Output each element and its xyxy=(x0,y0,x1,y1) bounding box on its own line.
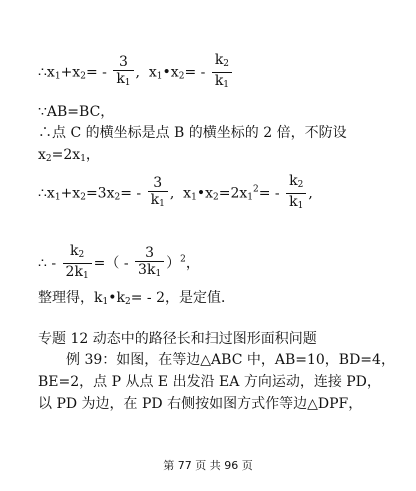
text-line-x2-equals-2x1: $x_2=2x_1$， xyxy=(38,147,100,164)
text-line-c-b-relation: ∴点 C 的横坐标是点 B 的横坐标的 2 倍，不防设 xyxy=(38,125,347,141)
current-page-number: 77 xyxy=(177,459,192,472)
text-line-result: 整理得，$k_1•k_2= - 2$，是定值． xyxy=(38,290,235,307)
equation-line-1: $\therefore x_1+x_2=$ - $\frac{3}{k_1}$ , $x_1•x_2=$ - $\frac{k_2}{k_1}$ xyxy=(38,52,234,93)
fraction-3-over-k1: $\frac{3}{k_1}$ xyxy=(113,54,133,91)
fraction-k2-over-k1: $\frac{k_2}{k_1}$ xyxy=(212,52,232,93)
fraction-k2-over-k1: $\frac{k_2}{k_1}$ xyxy=(286,173,306,214)
fraction-k2-over-2k1: $\frac{k_2}{2k_1}$ xyxy=(63,243,92,284)
equation-line-6: ∴ - $\frac{k_2}{2k_1}$ =（ - $\frac{3}{3k_1}$ ）$^2$， xyxy=(38,243,200,284)
example-line-3: 以 PD 为边，在 PD 右侧按如图方式作等边△DPF， xyxy=(38,396,363,412)
example-line-1: 例 39：如图，在等边△ABC 中，AB=10，BD=4， xyxy=(66,352,395,368)
example-line-2: BE=2，点 P 从点 E 出发沿 EA 方向运动，连接 PD， xyxy=(38,374,381,390)
fraction-3-over-3k1: $\frac{3}{3k_1}$ xyxy=(135,245,164,282)
section-heading: 专题 12 动态中的路径长和扫过图形面积问题 xyxy=(38,331,317,347)
text-line-ab-bc: ∵AB=BC， xyxy=(38,104,115,120)
total-page-number: 96 xyxy=(224,459,239,472)
page-footer: 第 77 页 共 96 页 xyxy=(163,459,253,472)
equation-line-5: $\therefore x_1+x_2=3x_2=$ - $\frac{3}{k_1}$ , $x_1•x_2=2x_1^2=$ - $\frac{k_2}{k_1}$ , xyxy=(38,173,313,214)
fraction-3-over-k1: $\frac{3}{k_1}$ xyxy=(148,175,168,212)
